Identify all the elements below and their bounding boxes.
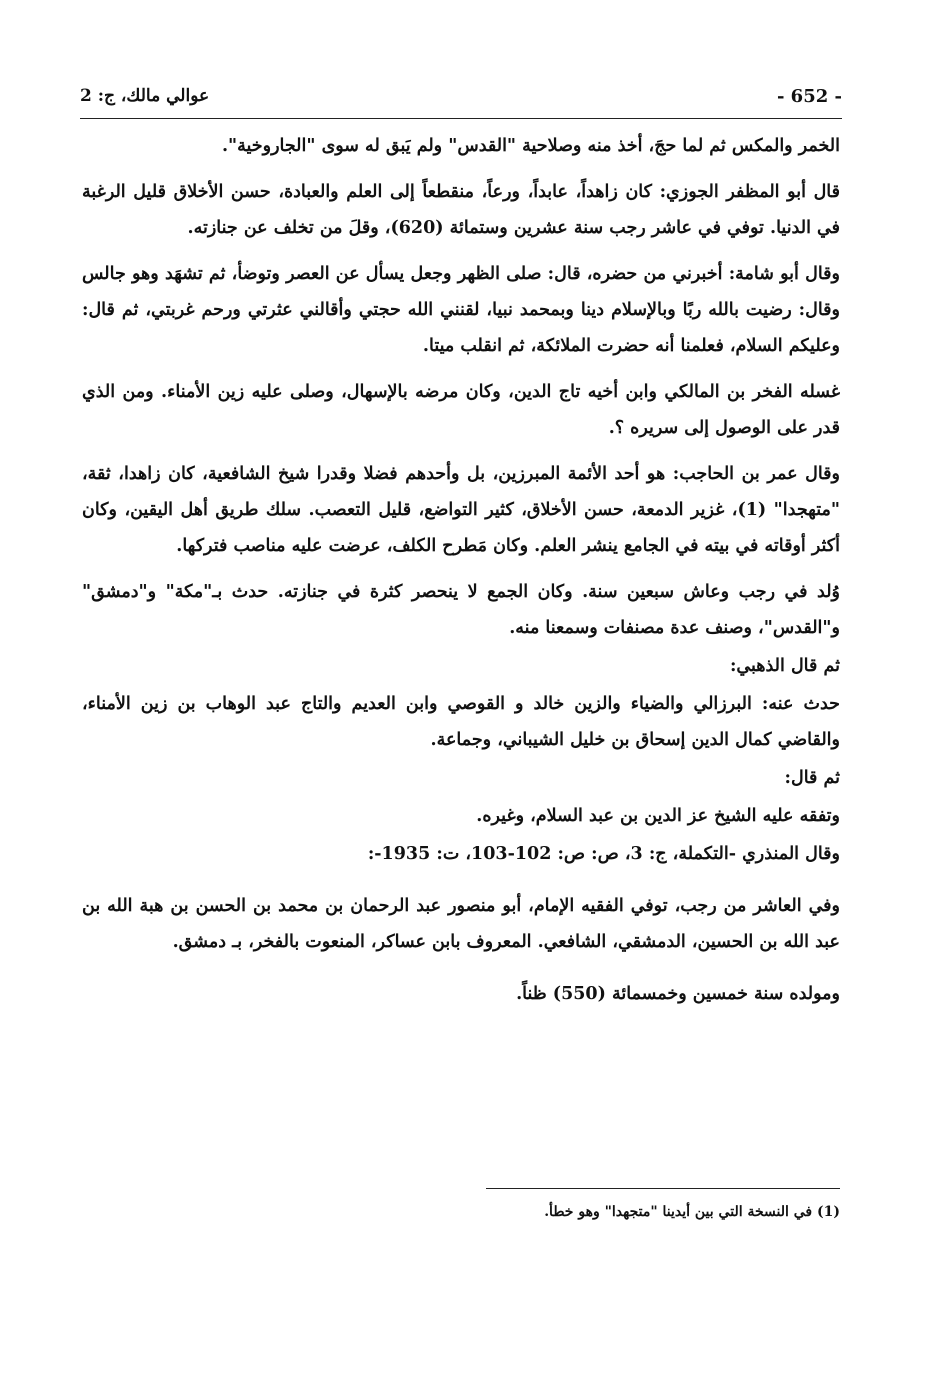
paragraph: وُلد في رجب وعاش سبعين سنة. وكان الجمع لا ينحصر كثرة في جنازته. حدث بـ"مكة" و"دمشق" و"القدس"، وصنف عدة مصنفات وسمعنا منه. bbox=[82, 582, 840, 638]
main-text bbox=[82, 128, 840, 1022]
paragraph: وفي العاشر من رجب، توفي الفقيه الإمام، أبو منصور عبد الرحمان بن محمد بن الحسن بن هبة الله بن عبد الله بن الحسين، الدمشقي، الشافعي. المعروف بابن عساكر، المنعوت بالفخر، بـ دمشق. bbox=[82, 896, 840, 952]
paragraph: حدث عنه: البرزالي والضياء والزين خالد و القوصي وابن العديم والتاج عبد الوهاب بن زين الأمناء، والقاضي كمال الدين إسحاق بن خليل الشيباني، وجماعة. bbox=[82, 694, 840, 750]
running-title: عوالي مالك، ج: 2 bbox=[80, 86, 210, 106]
paragraph: وقال المنذري -التكملة، ج: 3، ص: ص: 102-103، ت: 1935-: bbox=[367, 844, 840, 864]
page-number: - 652 - bbox=[776, 86, 842, 107]
paragraph: وقال عمر بن الحاجب: هو أحد الأئمة المبرزين، بل وأحدهم فضلا وقدرا شيخ الشافعية، كان زاهدا، ثقة، "متهجدا" (1)، غزير الدمعة، حسن الأخلاق، كثير التواضع، قليل التعصب. سلك طريق أهل اليقين، وكان أكثر أوقاته في بيته في الجامع ينشر العلم. وكان مَطرح الكلف، عرضت عليه مناصب فتركها. bbox=[82, 464, 840, 556]
paragraph: الخمر والمكس ثم لما حجَ، أخذ منه وصلاحية "القدس" ولم يَبق له سوى "الجاروخية". bbox=[221, 136, 840, 156]
paragraph: وتفقه عليه الشيخ عز الدين بن عبد السلام، وغيره. bbox=[476, 806, 840, 826]
page-header bbox=[80, 86, 842, 112]
paragraph: وقال أبو شامة: أخبرني من حضره، قال: صلى الظهر وجعل يسأل عن العصر وتوضأ، ثم تشهَد وهو جالس وقال: رضيت بالله ربًا وبالإسلام دينا وبمحمد نبيا، لقنني الله حجتي وأقالني عثرتي ورحم غربتي، ثم قال: وعليكم السلام، فعلمنا أنه حضرت الملائكة، ثم انقلب ميتا. bbox=[82, 264, 840, 356]
paragraph: ثم قال الذهبي: bbox=[729, 656, 840, 676]
paragraph: ثم قال: bbox=[784, 768, 840, 788]
header-divider bbox=[80, 118, 842, 119]
paragraph: قال أبو المظفر الجوزي: كان زاهداً، عابداً، ورعاً، منقطعاً إلى العلم والعبادة، حسن الأخلاق قليل الرغبة في الدنيا. توفي في عاشر رجب سنة عشرين وستمائة (620)، وقلَ من تخلف عن جنازته. bbox=[82, 182, 840, 238]
paragraph: غسله الفخر بن المالكي وابن أخيه تاج الدين، وكان مرضه بالإسهال، وصلى عليه زين الأمناء. ومن الذي قدر على الوصول إلى سريره ؟. bbox=[82, 382, 840, 438]
footnote-divider bbox=[486, 1188, 840, 1189]
paragraph: ومولده سنة خمسين وخمسمائة (550) ظناً. bbox=[516, 984, 840, 1004]
footnote: (1) في النسخة التي بين أيدينا "متجهدا" وهو خطأ. bbox=[544, 1204, 840, 1220]
